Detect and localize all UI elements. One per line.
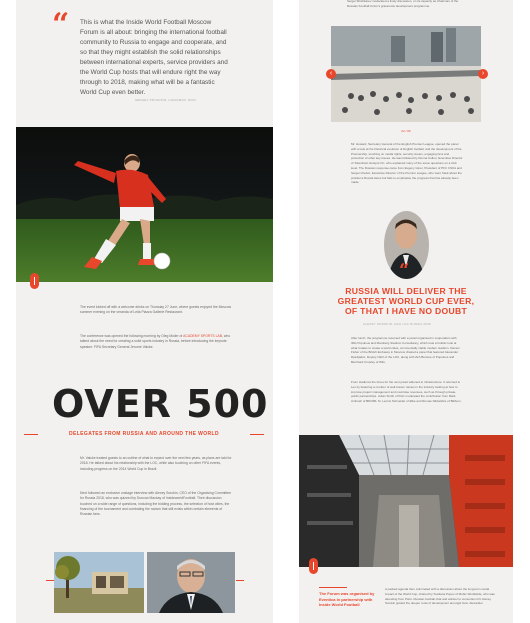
pull-quote-attribution: ALEXEY SOROKIN, CEO LOC RUSSIA 2018 [363, 322, 431, 326]
building-interior-image [299, 435, 513, 567]
left-page [16, 0, 273, 623]
portrait-photo [147, 552, 235, 613]
gallery-rule-left [46, 580, 54, 581]
football-player-image [16, 127, 273, 282]
quote-mark-icon: “ [52, 7, 70, 42]
opening-paragraph-pre: The conference was opened the following morning by Oleg Moiler of [80, 334, 183, 338]
panel-paragraph: Mr. Howard, Secretary General of the English Premier League, opened the panel with a look at the historical evolution of English football, and the development of the Premiership, touching on media rights, security issues, engaging fans and protection of other key issues. He was followed by Donna Cullen, Executive Director of Tottenham Hotspur FC, who explained many of the same questions on a club level. The Russian response came from Evgeny Giner, President of PFC CSKA and Sergei Chebot, Executive Director of the Premier League, who went frank about the problems Russia faces but fails to emphasise the progress that has already been made. [351, 142, 463, 185]
intro-paragraph: The event kicked off with a welcome drinks on Thursday 27 June, where guests enjoyed the Moscow summer evening on the veranda of Leila Piazza Gallerie Restaurant. [80, 305, 232, 315]
bottom-paragraph: A packed agenda then culminated with a discussion about the long-term social impact of the World Cup, chaired by Svetlana Popov of Mobic Worldwide, who was attending from Paris. Russian football chat and advisor to consortium FC Alexey Sorokin guided the deeper roots of development amongst fans. Alexander [385, 587, 495, 606]
carousel-prev-button[interactable] [326, 69, 336, 79]
stadium-paragraph: After lunch, the programme resumed with a panel organised in cooperation with IMG Populous and Mamberg Stadium Consultancy, which took a holistic look at what it takes to create a world class, commercially viable modern stadium. Damon Fisher of the British Embassy in Moscow chaired a panel that featured Alexander Djordjadze, Deputy CEO of the LOC, along with Zeh Bertone of Populous and Bernhard Crowley of IMG. [351, 336, 460, 364]
location-pin-icon[interactable] [30, 273, 39, 289]
top-paragraph: Sergei Shishkarev moderated a lively discussion, on its capacity as Chairman of the Russian Football Union's grassroots development programme. [347, 0, 459, 8]
intro-quote: This is what the Inside World Football Moscow Forum is all about: bringing the international football community to Russia to engage and cooperate, and so that they might establish the solid relationships between international experts, service providers and the World Cup hosts that will endure right the way through to 2018, making what will be a fantastic World Cup even better. [80, 19, 228, 96]
stat-rule-left [24, 434, 38, 435]
landscape-photo [54, 552, 144, 613]
pull-quote-title: RUSSIA WILL DELIVER THE GREATEST WORLD CUP EVER, OF THAT I HAVE NO DOUBT [337, 286, 475, 316]
opening-paragraph-post: , who talked about the need for creating a solid sports industry in Russia, before introducing the keynote speaker: FIFA Secretary General Jerome Valcke. [80, 334, 231, 349]
infrastructure-paragraph: From stadiums the focus for the next panel widened to infrastructure. It returned to Lev by featuring a number of well-known names in the industry looking at how to improve project management and maximise revenues, such as through private-public partnerships. Julian Smith of PwC moderated the contribution from Mark Ambush of BDCIBL Sr, Lennis Schneider of Elbe and Romas Dikhelidze of Bikbom. [351, 380, 462, 404]
carousel-photo [331, 26, 481, 122]
chevron-right-icon: › [481, 70, 485, 77]
right-page [299, 0, 513, 623]
stadium-interior-image [331, 26, 481, 122]
opening-paragraph [80, 334, 234, 350]
gallery-rule-right [236, 580, 244, 581]
sorokin-paragraph: Next followed an exclusive onstage interview with Alexey Sorokin, CEO of the Organising Committee for Russia 2018, who was quizzed by Duncan Mackay of InsideworldFootball. Their discussion touched on a wide range of questions, including the bidding process, the selection of host cities, the financing of the tournament and combating the racism that still exists within certain elements of Russian fans. [80, 491, 231, 517]
football-player-photo [16, 127, 273, 282]
carousel-counter: 02 / 06 [401, 129, 411, 133]
location-pin-icon-2[interactable] [309, 558, 318, 574]
pull-quote-mark-icon: “ [399, 260, 410, 281]
valcke-paragraph: Mr. Valcke treated guests to an outline of what to expect over the next few years, as plans are laid for 2018. He talked about his relationship with the LOC, while also touching on other FIFA events, including progress on the 2014 World Cup in Brazil. [80, 456, 232, 471]
side-note-rule [319, 587, 347, 588]
stat-rule-right [250, 434, 264, 435]
stat-label: DELEGATES FROM RUSSIA AND AROUND THE WORLD [68, 431, 220, 437]
side-note: The Forum was organised by Eventica in partnership with Inside World Football [319, 591, 375, 607]
speaker-portrait-image [147, 552, 235, 613]
carousel-next-button[interactable] [478, 69, 488, 79]
chevron-left-icon: ‹ [329, 70, 333, 77]
architecture-photo [299, 435, 513, 567]
landscape-image [54, 552, 144, 613]
quote-attribution: SERGEY PRYADKIN, CHAIRMAN, RFPL [135, 98, 197, 102]
academy-sports-lab-link[interactable]: ACADEMY SPORTS LAB [183, 334, 222, 338]
stat-number: OVER 500 [52, 382, 269, 426]
